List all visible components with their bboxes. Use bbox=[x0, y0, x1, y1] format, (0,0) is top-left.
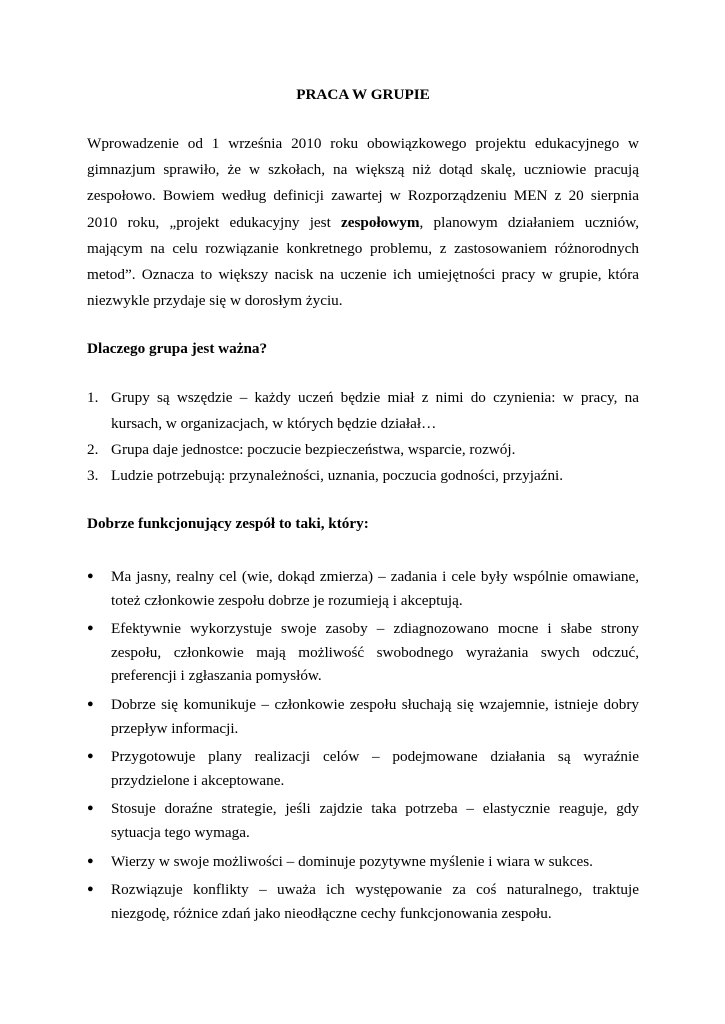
list-item bbox=[87, 693, 639, 740]
list-item bbox=[87, 385, 639, 437]
list-item-text: Grupy są wszędzie – każdy uczeń będzie miał z nimi do czynienia: w pracy, na kursach, w organizacjach, w których będzie działał… bbox=[111, 389, 639, 432]
numbered-list bbox=[87, 385, 639, 489]
list-item bbox=[87, 797, 639, 844]
list-item-number: 2. bbox=[87, 441, 99, 458]
bullet-list bbox=[87, 565, 639, 930]
document-title: PRACA W GRUPIE bbox=[296, 86, 430, 103]
list-item bbox=[87, 745, 639, 792]
list-item-text: Efektywnie wykorzystuje swoje zasoby – zdiagnozowano mocne i słabe strony zespołu, członkowie mają możliwość swobodnego wyrażania swych odczuć, preferencji i zgłaszania pomysłów. bbox=[111, 620, 639, 685]
list-item bbox=[87, 565, 639, 612]
list-item bbox=[87, 878, 639, 925]
list-item-text: Wierzy w swoje możliwości – dominuje pozytywne myślenie i wiara w sukces. bbox=[111, 852, 593, 870]
list-item-text: Dobrze się komunikuje – członkowie zespołu słuchają się wzajemnie, istnieje dobry przepływ informacji. bbox=[111, 695, 639, 737]
list-item-number: 3. bbox=[87, 467, 99, 484]
list-item-text: Przygotowuje plany realizacji celów – podejmowane działania są wyraźnie przydzielone i akceptowane. bbox=[111, 748, 639, 789]
list-item bbox=[87, 437, 639, 463]
list-item-text: Stosuje doraźne strategie, jeśli zajdzie taka potrzeba – elastycznie reaguje, gdy sytuacja tego wymaga. bbox=[111, 800, 639, 841]
intro-paragraph bbox=[87, 131, 639, 314]
bullet-icon: ● bbox=[87, 802, 94, 815]
section-heading-why-group: Dlaczego grupa jest ważna? bbox=[87, 340, 268, 357]
list-item bbox=[87, 617, 639, 688]
list-item bbox=[87, 463, 639, 489]
intro-bold-word: zespołowym bbox=[341, 213, 420, 231]
bullet-icon: ● bbox=[87, 854, 94, 867]
list-item-number: 1. bbox=[87, 389, 99, 406]
list-item-text: Grupa daje jednostce: poczucie bezpieczeństwa, wsparcie, rozwój. bbox=[111, 441, 516, 458]
bullet-icon: ● bbox=[87, 622, 94, 635]
list-item-text: Rozwiązuje konflikty – uważa ich występowanie za coś naturalnego, traktuje niezgodę, różnice zdań jako nieodłączne cechy funkcjonowania zespołu. bbox=[111, 881, 639, 922]
bullet-icon: ● bbox=[87, 570, 94, 582]
intro-text-end: , planowym działaniem uczniów, mającym na celu rozwiązanie konkretnego problemu, z zastosowaniem różnorodnych metod”. Oznacza to większy nacisk na uczenie ich umiejętności pracy w grupie, która niezwykle przydaje się w dorosłym życiu. bbox=[87, 213, 639, 310]
list-item bbox=[87, 850, 639, 874]
bullet-icon: ● bbox=[87, 883, 94, 896]
bullet-icon: ● bbox=[87, 697, 94, 710]
bullet-icon: ● bbox=[87, 750, 94, 763]
list-item-text: Ma jasny, realny cel (wie, dokąd zmierza) – zadania i cele były wspólnie omawiane, toteż członkowie zespołu dobrze je rozumieją i akceptują. bbox=[111, 568, 639, 609]
list-item-text: Ludzie potrzebują: przynależności, uznania, poczucia godności, przyjaźni. bbox=[111, 467, 564, 484]
section-heading-good-team: Dobrze funkcjonujący zespół to taki, który: bbox=[87, 515, 369, 532]
intro-text-start: Wprowadzenie od 1 września 2010 roku obowiązkowego projektu edukacyjnego w gimnazjum sprawiło, że w szkołach, na większą niż dotąd skalę, uczniowie pracują zespołowo. Bowiem według definicji zawartej w Rozporządzeniu MEN z 20 sierpnia 2010 roku, „projekt edukacyjny jest bbox=[87, 135, 639, 231]
